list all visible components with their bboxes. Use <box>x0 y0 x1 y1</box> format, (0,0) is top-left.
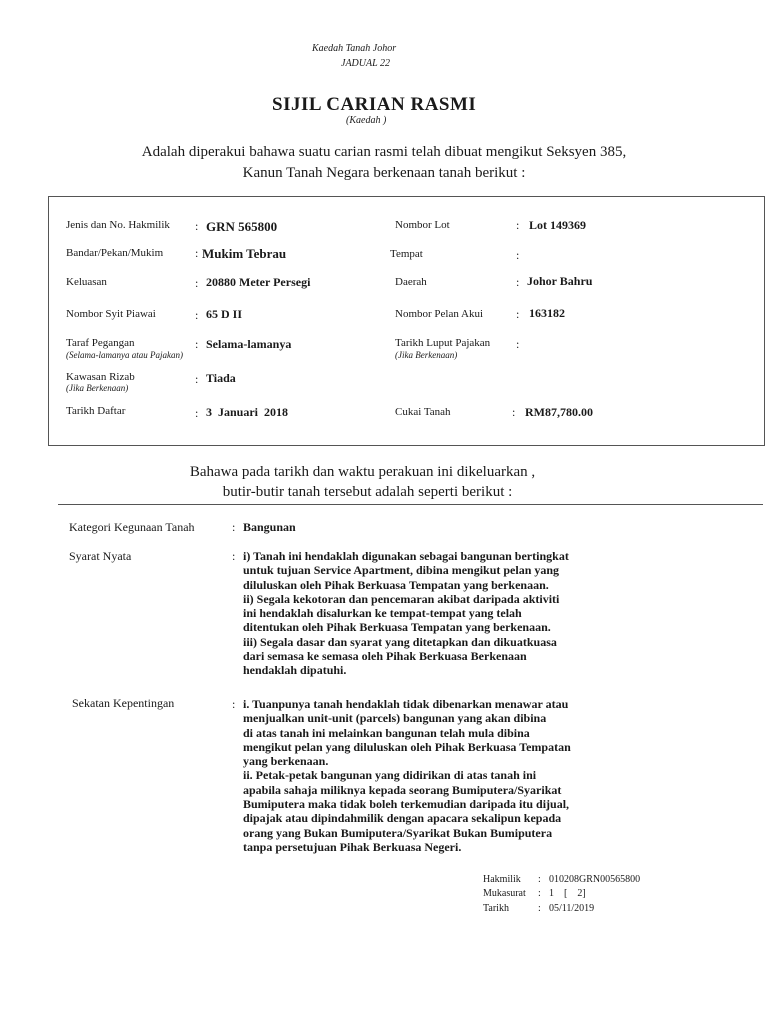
rizab-label: Kawasan Rizab <box>66 371 135 383</box>
keluasan-value: 20880 Meter Persegi <box>206 275 311 289</box>
colon: : <box>232 549 236 563</box>
colon: : <box>516 337 520 351</box>
syit-value: 65 D II <box>206 307 243 321</box>
colon: : <box>195 308 199 322</box>
pelan-value: 163182 <box>529 306 565 320</box>
cukai-label: Cukai Tanah <box>395 406 451 418</box>
section2-line-2: butir-butir tanah tersebut adalah seperti berikut : <box>222 484 513 500</box>
syarat-nyata-line: ini hendaklah disalurkan ke tempat-tempat yang telah <box>243 606 522 621</box>
sekatan-label: Sekatan Kepentingan <box>72 696 175 710</box>
colon: : <box>516 218 520 232</box>
syit-label: Nombor Syit Piawai <box>66 308 156 320</box>
colon: : <box>195 219 199 233</box>
intro-line-2: Kanun Tanah Negara berkenaan tanah berikut : <box>242 165 526 181</box>
daerah-label: Daerah <box>395 276 427 288</box>
sekatan-kepentingan-line: di atas tanah ini melainkan bangunan telah mula dibina <box>243 725 530 740</box>
daerah-value: Johor Bahru <box>527 274 593 288</box>
luput-label: Tarikh Luput Pajakan <box>395 337 491 349</box>
lot-label: Nombor Lot <box>395 219 450 231</box>
syarat-nyata-line: hendaklah dipatuhi. <box>243 663 347 678</box>
colon: : <box>195 372 199 386</box>
syarat-nyata-line: dari semasa ke semasa oleh Pihak Berkuasa Berkenaan <box>243 649 527 664</box>
cukai-value: RM87,780.00 <box>525 405 593 419</box>
colon: : <box>538 874 541 885</box>
syarat-nyata-line: ditentukan oleh Pihak Berkuasa Tempatan yang berkenaan. <box>243 620 551 635</box>
syarat-nyata-line: iii) Segala dasar dan syarat yang ditetapkan dan dikuatkuasa <box>243 634 557 649</box>
section2-line-1: Bahawa pada tarikh dan waktu perakuan ini dikeluarkan , <box>189 464 536 480</box>
bandar-value: Mukim Tebrau <box>202 246 287 261</box>
colon: : <box>538 903 541 914</box>
colon: : <box>516 307 520 321</box>
kategori-label: Kategori Kegunaan Tanah <box>69 520 195 534</box>
syarat-nyata-text <box>243 549 569 678</box>
jenis-label: Jenis dan No. Hakmilik <box>66 219 170 231</box>
taraf-label: Taraf Pegangan <box>66 337 135 349</box>
sekatan-kepentingan-line: yang berkenaan. <box>243 754 329 769</box>
syarat-nyata-line: untuk tujuan Service Apartment, dibina mengikut pelan yang <box>243 563 560 578</box>
sekatan-kepentingan-line: tanpa persetujuan Pihak Berkuasa Negeri. <box>243 839 462 854</box>
rizab-sublabel: (Jika Berkenaan) <box>66 383 129 393</box>
document-title: SIJIL CARIAN RASMI <box>272 94 477 115</box>
bandar-label: Bandar/Pekan/Mukim <box>66 247 164 259</box>
sekatan-kepentingan-line: dipajak atau dipindahmilik dengan apacara sekalipun kepada <box>243 811 562 826</box>
schedule-number: JADUAL 22 <box>341 58 390 69</box>
sekatan-kepentingan-text <box>243 697 571 854</box>
tempat-label: Tempat <box>390 248 423 260</box>
taraf-sublabel: (Selama-lamanya atau Pajakan) <box>66 350 183 360</box>
sekatan-kepentingan-line: Bumiputera maka tidak boleh terkemudian daripada itu dijual, <box>243 797 570 812</box>
keluasan-label: Keluasan <box>66 276 107 288</box>
hakmilik-label: Hakmilik <box>483 874 521 885</box>
lot-value: Lot 149369 <box>529 218 586 232</box>
intro-line-1: Adalah diperakui bahawa suatu carian rasmi telah dibuat mengikut Seksyen 385, <box>141 144 627 160</box>
form-reference: Kaedah Tanah Johor <box>312 43 397 54</box>
syarat-nyata-line: i) Tanah ini hendaklah digunakan sebagai bangunan bertingkat <box>243 549 569 563</box>
colon: : <box>516 248 520 262</box>
taraf-value: Selama-lamanya <box>206 337 292 351</box>
rizab-value: Tiada <box>206 371 236 385</box>
hakmilik-value: 010208GRN00565800 <box>549 874 641 885</box>
luput-sublabel: (Jika Berkenaan) <box>395 350 458 360</box>
kategori-value: Bangunan <box>243 520 296 534</box>
daftar-label: Tarikh Daftar <box>66 405 126 417</box>
pelan-label: Nombor Pelan Akui <box>395 308 483 320</box>
sekatan-kepentingan-line: apabila sahaja miliknya kepada seorang Bumiputera/Syarikat <box>243 782 562 797</box>
colon: : <box>195 406 199 420</box>
colon: : <box>195 337 199 351</box>
sekatan-kepentingan-line: orang yang Bukan Bumiputera/Syarikat Bukan Bumiputera <box>243 825 553 840</box>
tarikh-label: Tarikh <box>483 903 509 914</box>
syarat-label: Syarat Nyata <box>69 549 132 563</box>
colon: : <box>538 888 541 899</box>
mukasurat-label: Mukasurat <box>483 888 526 899</box>
sekatan-kepentingan-line: i. Tuanpunya tanah hendaklah tidak dibenarkan menawar atau <box>243 697 569 711</box>
mukasurat-value: 1 [ 2] <box>549 888 586 899</box>
colon: : <box>516 275 520 289</box>
colon: : <box>512 405 516 419</box>
colon: : <box>232 520 236 534</box>
tarikh-value: 05/11/2019 <box>549 903 595 914</box>
syarat-nyata-line: ii) Segala kekotoran dan pencemaran akibat daripada aktiviti <box>243 591 560 606</box>
sekatan-kepentingan-line: ii. Petak-petak bangunan yang didirikan di atas tanah ini <box>243 768 537 783</box>
colon: : <box>232 697 236 711</box>
sekatan-kepentingan-line: menjualkan unit-unit (parcels) bangunan yang akan dibina <box>243 711 547 726</box>
daftar-value: 3 Januari 2018 <box>206 405 289 419</box>
sekatan-kepentingan-line: mengikut pelan yang diluluskan oleh Pihak Berkuasa Tempatan <box>243 739 571 754</box>
section-divider <box>58 504 763 505</box>
colon: : <box>195 276 199 290</box>
colon: : <box>195 246 199 260</box>
syarat-nyata-line: diluluskan oleh Pihak Berkuasa Tempatan yang berkenaan. <box>243 577 549 592</box>
document-subtitle: (Kaedah ) <box>346 115 387 126</box>
jenis-value: GRN 565800 <box>206 219 278 234</box>
